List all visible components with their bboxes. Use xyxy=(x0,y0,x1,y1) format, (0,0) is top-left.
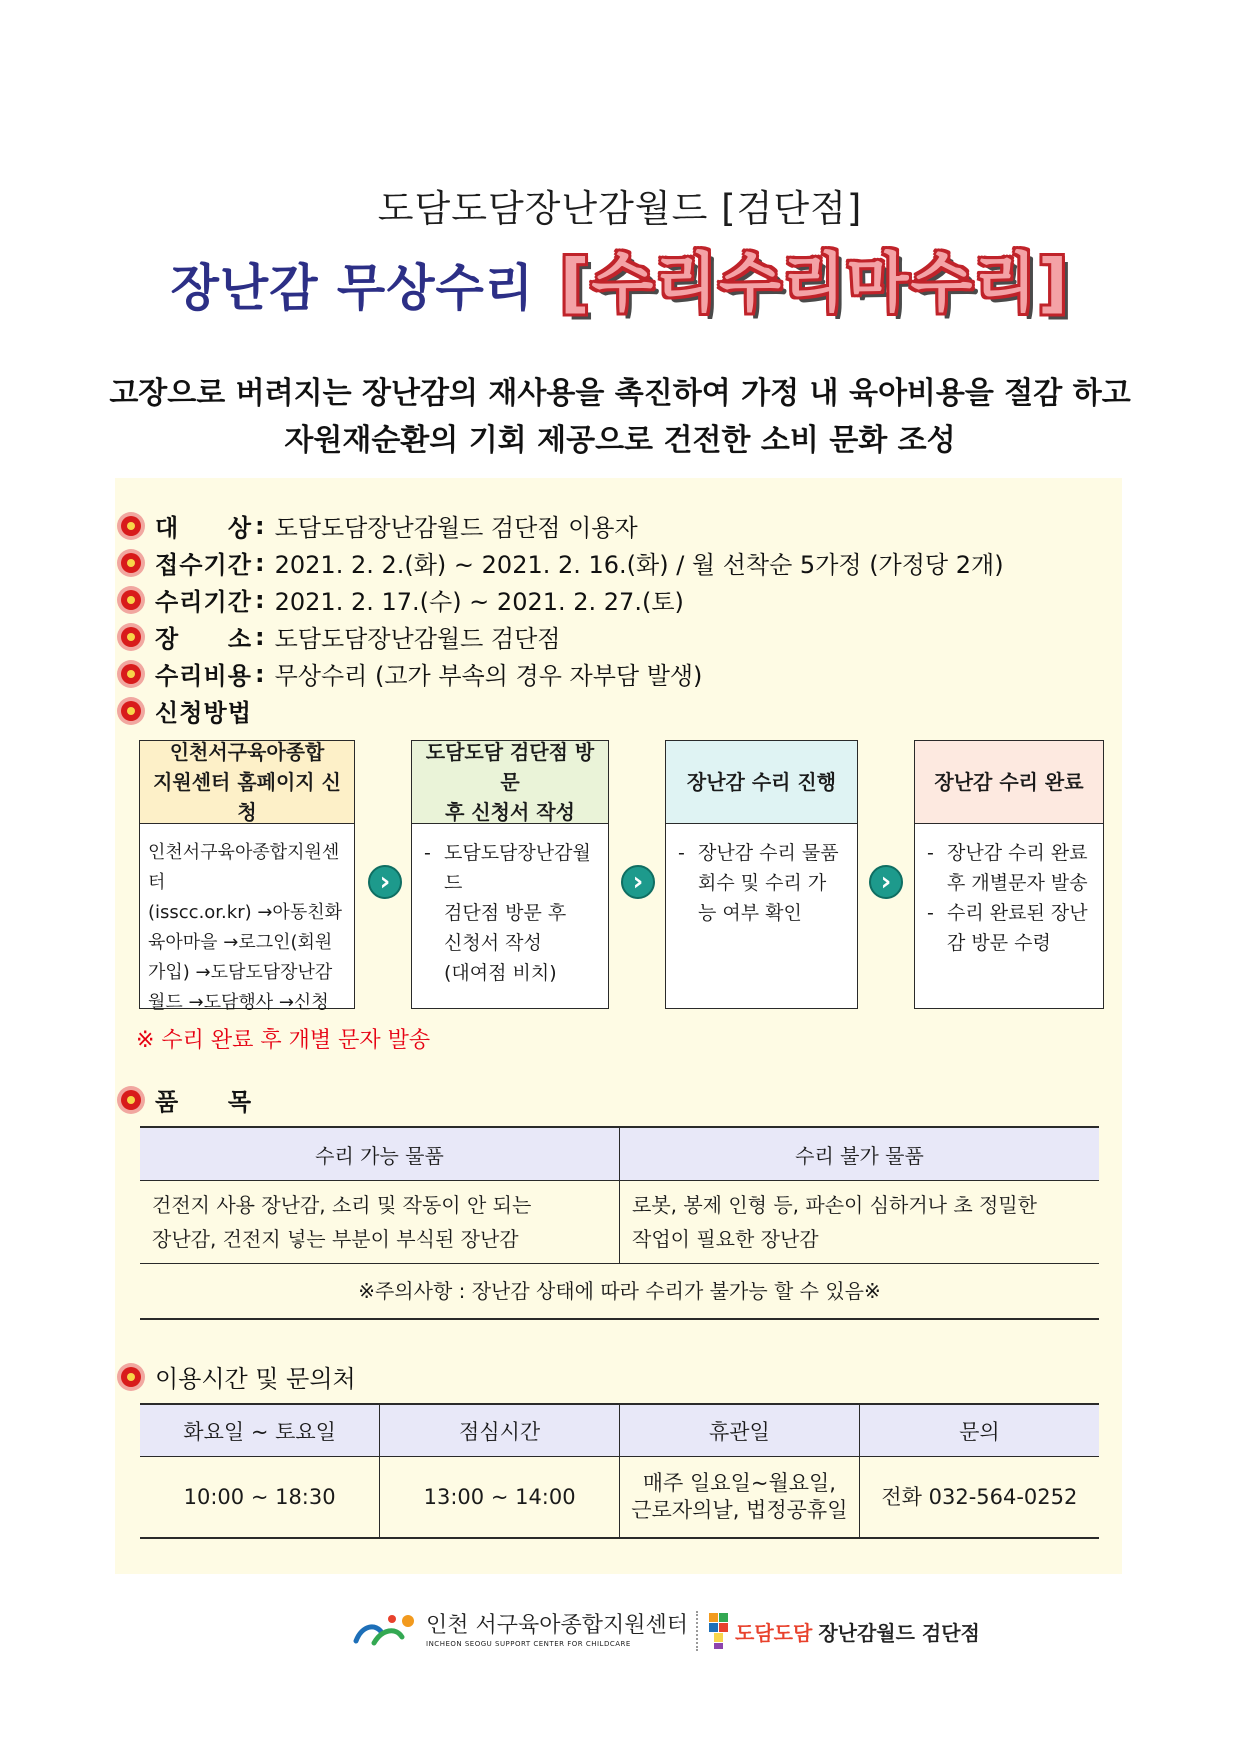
chevron-right-icon: › xyxy=(368,865,402,899)
brand-toyworld: 장난감월드 검단점 xyxy=(818,1620,980,1645)
flower-icon xyxy=(121,553,141,573)
info-label: 수 리 비 용 xyxy=(155,662,251,690)
intro-line-1: 고장으로 버려지는 장난감의 재사용을 촉진하여 가정 내 육아비용을 절감 하고 xyxy=(109,376,1131,411)
step-2-header: 도담도담 검단점 방문 후 신청서 작성 xyxy=(412,741,608,824)
page-title xyxy=(0,248,1240,320)
notice-text: ※ 수리 완료 후 개별 문자 발송 xyxy=(136,1028,431,1053)
caution-note: ※주의사항 : 장난감 상태에 따라 수리가 불가능 할 수 있음※ xyxy=(140,1264,1099,1320)
info-value: 도담도담장난감월드 검단점 이용자 xyxy=(274,514,638,542)
info-label: 접 수 기 간 xyxy=(155,551,251,579)
cell-contact: 전화 032-564-0252 xyxy=(859,1457,1099,1539)
step-2-box xyxy=(411,740,609,1009)
info-label: 이용시간 및 문의처 xyxy=(155,1365,356,1393)
hours-table xyxy=(140,1403,1099,1539)
step-4-body: - 장난감 수리 완료 후 개별문자 발송 - 수리 완료된 장난 감 방문 수령 xyxy=(927,842,1088,954)
flower-icon xyxy=(121,1090,141,1110)
title-main: 장난감 무상수리 xyxy=(170,259,535,317)
step-4-box xyxy=(914,740,1104,1009)
chevron-right-icon: › xyxy=(869,865,903,899)
chevron-right-icon: › xyxy=(621,865,655,899)
info-row-target: 대 상 : 도담도담장난감월드 검단점 이용자 xyxy=(121,508,638,543)
org-name: 인천 서구육아종합지원센터 xyxy=(426,1612,689,1638)
info-label: 장 소 xyxy=(155,625,251,653)
flower-icon xyxy=(121,516,141,536)
cell-hours: 10:00 ~ 18:30 xyxy=(183,1484,336,1509)
step-1-header: 인천서구육아종합 지원센터 홈페이지 신청 xyxy=(140,741,354,824)
items-table xyxy=(140,1126,1099,1320)
col-header-lunch: 점심시간 xyxy=(380,1404,620,1457)
step-1-body: 인천서구육아종합지원센터 (isscc.or.kr) →아동친화 육아마을 →로그인(회원 가입) →도담도담장난감 월드 →도담행사 →신청 xyxy=(148,842,342,1013)
col-header-contact: 문의 xyxy=(859,1404,1099,1457)
flower-icon xyxy=(121,590,141,610)
cell-closed: 매주 일요일~월요일, 근로자의날, 법정공휴일 xyxy=(620,1457,860,1539)
page-subtitle: 도담도담장난감월드 [검단점] xyxy=(377,187,863,230)
col-header-closed: 휴관일 xyxy=(620,1404,860,1457)
footer-divider xyxy=(696,1611,699,1651)
cell-repairable: 건전지 사용 장난감, 소리 및 작동이 안 되는 장난감, 건전지 넣는 부분이 부식된 장난감 xyxy=(152,1193,532,1251)
brand-dodam: 도담도담 xyxy=(735,1620,813,1645)
seogu-center-logo xyxy=(352,1611,418,1651)
info-value: 2021. 2. 17.(수) ~ 2021. 2. 27.(토) xyxy=(274,588,684,616)
info-label: 수 리 기 간 xyxy=(155,588,251,616)
org-subtitle: INCHEON SEOGU SUPPORT CENTER FOR CHILDCARE xyxy=(426,1639,631,1648)
info-row-cost: 수 리 비 용 : 무상수리 (고가 부속의 경우 자부담 발생) xyxy=(121,656,702,691)
step-1-box xyxy=(139,740,355,1013)
intro-line-2: 자원재순환의 기회 제공으로 건전한 소비 문화 조성 xyxy=(284,423,956,458)
info-value: 도담도담장난감월드 검단점 xyxy=(274,625,561,653)
col-header-not-repairable: 수리 불가 물품 xyxy=(620,1127,1100,1181)
info-label: 신 청 방 법 xyxy=(155,699,251,727)
info-value: 무상수리 (고가 부속의 경우 자부담 발생) xyxy=(274,662,703,690)
col-header-hours: 화요일 ~ 토요일 xyxy=(140,1404,380,1457)
info-row-items xyxy=(121,1082,251,1117)
info-row-repair-period: 수 리 기 간 : 2021. 2. 17.(수) ~ 2021. 2. 27.(토) xyxy=(121,582,684,617)
cell-not-repairable: 로봇, 봉제 인형 등, 파손이 심하거나 초 정밀한 작업이 필요한 장난감 xyxy=(620,1181,1100,1264)
dodam-blocks-logo xyxy=(707,1611,731,1651)
step-3-header: 장난감 수리 진행 xyxy=(666,741,857,824)
info-row-hours xyxy=(121,1359,356,1394)
step-3-body: - 장난감 수리 물품 회수 및 수리 가 능 여부 확인 xyxy=(678,842,839,924)
flower-icon xyxy=(121,664,141,684)
flower-icon xyxy=(121,701,141,721)
flower-icon xyxy=(121,627,141,647)
info-row-location: 장 소 : 도담도담장난감월드 검단점 xyxy=(121,619,560,654)
step-2-body: - 도담도담장난감월드 검단점 방문 후 신청서 작성 (대여점 비치) xyxy=(424,842,591,984)
footer xyxy=(352,1608,980,1654)
info-row-application-period: 접 수 기 간 : 2021. 2. 2.(화) ~ 2021. 2. 16.(화) / 월 선착순 5가정 (가정당 2개) xyxy=(121,545,1004,580)
title-brand: [수리수리마수리] xyxy=(560,247,1070,321)
col-header-repairable: 수리 가능 물품 xyxy=(140,1127,620,1181)
info-label: 대 상 xyxy=(155,514,251,542)
seogu-center-name-block xyxy=(426,1612,689,1648)
step-4-header: 장난감 수리 완료 xyxy=(915,741,1103,824)
step-3-box xyxy=(665,740,858,1009)
flower-icon xyxy=(121,1367,141,1387)
info-value: 2021. 2. 2.(화) ~ 2021. 2. 16.(화) / 월 선착순 5가정 (가정당 2개) xyxy=(274,551,1004,579)
cell-lunch: 13:00 ~ 14:00 xyxy=(380,1457,620,1539)
info-row-application-method xyxy=(121,693,251,728)
info-label: 품 목 xyxy=(155,1088,251,1116)
